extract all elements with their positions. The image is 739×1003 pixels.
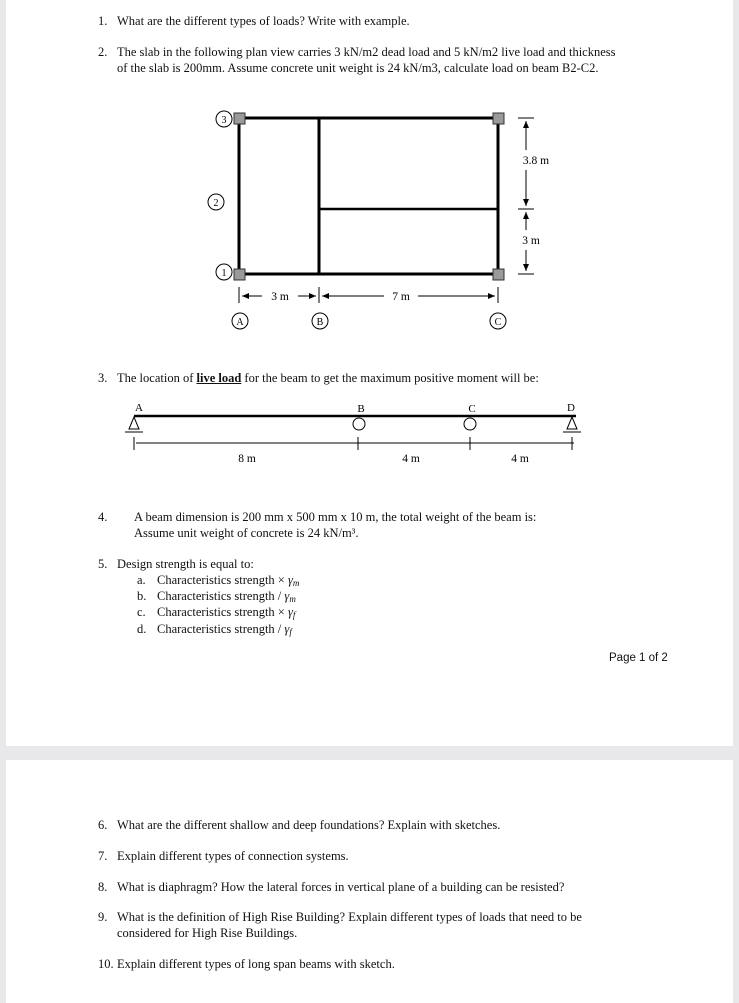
question-3-live-load: live load: [196, 371, 242, 385]
question-5-text: Design strength is equal to:: [117, 557, 254, 571]
option-b-gamma: γ: [284, 589, 290, 603]
option-d-gamma: γ: [284, 622, 290, 636]
span-bc-label: 4 m: [402, 453, 420, 465]
question-2-line-1: The slab in the following plan view carries 3 kN/m2 dead load and 5 kN/m2 live load and thickness: [117, 45, 616, 59]
question-2-line-2: of the slab is 200mm. Assume concrete unit weight is 24 kN/m3, calculate load on beam B2-C2.: [117, 61, 599, 75]
option-a-text: Characteristics strength ×: [157, 573, 288, 587]
grid-row-2-label: 2: [213, 198, 219, 209]
question-10-text: Explain different types of long span beams with sketch.: [117, 957, 395, 971]
option-d-text: Characteristics strength /: [157, 622, 285, 636]
option-c-letter: c.: [137, 605, 146, 619]
slab-plan-diagram: [6, 100, 733, 340]
option-c-subscript: f: [292, 610, 296, 620]
span-cd-label: 4 m: [511, 453, 529, 465]
question-3-text-before: The location of: [117, 371, 197, 385]
dim-3m-vertical-label: 3 m: [522, 235, 540, 247]
question-4-number: 4.: [98, 510, 108, 524]
dim-3-8m-label: 3.8 m: [522, 155, 550, 167]
dim-3m-label: 3 m: [271, 291, 289, 303]
question-6-text: What are the different shallow and deep foundations? Explain with sketches.: [117, 818, 501, 832]
exam-page-1: [6, 0, 733, 746]
span-ab-label: 8 m: [238, 453, 256, 465]
option-d-letter: d.: [137, 622, 147, 636]
option-a-gamma: γ: [287, 573, 293, 587]
question-4-line-1: A beam dimension is 200 mm x 500 mm x 10 m, the total weight of the beam is:: [134, 510, 537, 524]
question-1-number: 1.: [98, 14, 108, 28]
question-9-number: 9.: [98, 910, 108, 924]
option-b-subscript: m: [289, 594, 296, 604]
grid-col-b-label: B: [316, 317, 324, 328]
option-d: [157, 621, 292, 640]
beam-support-c-label: C: [468, 403, 476, 415]
question-2-number: 2.: [98, 45, 108, 59]
question-3-text-after: for the beam to get the maximum positive moment will be:: [241, 371, 539, 385]
grid-row-3-label: 3: [221, 115, 227, 126]
option-a-subscript: m: [292, 578, 300, 588]
option-b-text: Characteristics strength /: [157, 589, 285, 603]
question-3-text: [117, 370, 539, 386]
option-c-text: Characteristics strength ×: [157, 605, 288, 619]
option-b-letter: b.: [137, 589, 147, 603]
question-1-text: What are the different types of loads? Write with example.: [117, 14, 410, 28]
beam-support-a-label: A: [135, 402, 143, 414]
question-8-number: 8.: [98, 880, 108, 894]
question-6-number: 6.: [98, 818, 108, 832]
question-9-line-2: considered for High Rise Buildings.: [117, 926, 298, 940]
question-5-number: 5.: [98, 557, 108, 571]
grid-col-a-label: A: [236, 317, 244, 328]
beam-support-b-label: B: [357, 403, 365, 415]
continuous-beam-diagram: [6, 395, 733, 470]
grid-row-1-label: 1: [221, 268, 227, 279]
question-10-number: 10.: [98, 957, 114, 971]
exam-page-2: [6, 760, 733, 1003]
question-7-number: 7.: [98, 849, 108, 863]
option-d-subscript: f: [289, 627, 292, 637]
question-8-text: What is diaphragm? How the lateral forces in vertical plane of a building can be resisted?: [117, 880, 565, 894]
question-4-line-2: Assume unit weight of concrete is 24 kN/m³.: [134, 526, 359, 540]
question-3-number: 3.: [98, 371, 108, 385]
page-number: Page 1 of 2: [609, 652, 668, 664]
dim-7m-label: 7 m: [392, 291, 410, 303]
option-a-letter: a.: [137, 573, 146, 587]
question-7-text: Explain different types of connection systems.: [117, 849, 349, 863]
grid-col-c-label: C: [494, 317, 502, 328]
option-c-gamma: γ: [287, 605, 293, 619]
beam-support-d-label: D: [567, 402, 575, 414]
question-9-line-1: What is the definition of High Rise Building? Explain different types of loads that need to be: [117, 910, 582, 924]
